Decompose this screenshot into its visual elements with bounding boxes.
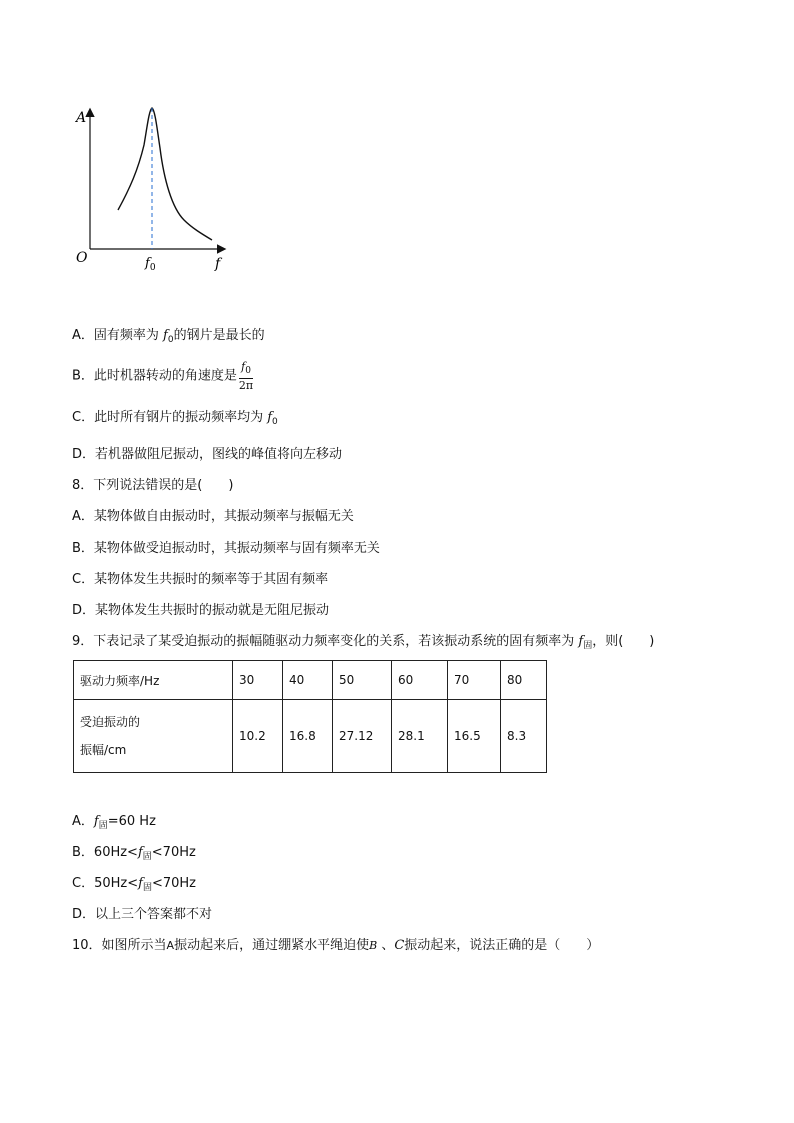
- table-header-amplitude: [74, 700, 233, 773]
- label-c: C: [394, 938, 405, 953]
- peak-frequency-label: $f_0$: [145, 256, 156, 273]
- separator: 、: [377, 938, 395, 953]
- q9-stem: [72, 633, 654, 655]
- q7-option-c: [72, 409, 278, 431]
- symbol-f: f: [93, 814, 99, 829]
- subscript: 0: [167, 335, 174, 345]
- q9-option-b-text: B．60Hz<: [72, 845, 138, 860]
- table-cell: 60: [392, 661, 448, 700]
- symbol-f: f: [163, 328, 168, 343]
- fraction-f0-over-2pi: [239, 360, 253, 392]
- label-b: B: [369, 939, 378, 952]
- q7-option-a-text-end: 的钢片是最长的: [173, 328, 265, 343]
- label-a: A: [166, 939, 175, 952]
- q8-option-a: A．某物体做自由振动时，其振动频率与振幅无关: [72, 509, 354, 524]
- q7-option-b-text: B．此时机器转动的角速度是: [72, 368, 237, 384]
- q7-option-b: [72, 360, 253, 393]
- q9-option-a: [72, 813, 156, 835]
- q10-stem-text-mid: 振动起来后，通过绷紧水平绳迫使: [174, 938, 370, 953]
- q9-data-table: [73, 660, 547, 773]
- amplitude-curve: [118, 108, 212, 240]
- q9-option-b-text-end: <70Hz: [151, 845, 196, 860]
- y-axis-label: A: [76, 110, 87, 126]
- table-cell: 28.1: [392, 700, 448, 773]
- q9-option-c-text: C．50Hz<: [72, 876, 139, 891]
- subscript: 固: [98, 821, 108, 831]
- subscript: 0: [272, 417, 278, 427]
- q8-stem: 8．下列说法错误的是( ): [72, 478, 234, 493]
- q9-option-a-text-end: =60 Hz: [107, 814, 156, 829]
- q9-stem-text: 9．下表记录了某受迫振动的振幅随驱动力频率变化的关系，若该振动系统的固有频率为: [72, 634, 579, 649]
- q9-option-c-text-end: <70Hz: [151, 876, 196, 891]
- table-cell: 50: [333, 661, 392, 700]
- table-row-frequency: [74, 661, 547, 700]
- q7-option-c-text: C．此时所有钢片的振动频率均为: [72, 410, 268, 425]
- q10-stem-text: 10．如图所示当: [72, 938, 167, 953]
- subscript: 固: [583, 641, 593, 651]
- table-header-frequency: 驱动力频率/Hz: [74, 661, 233, 700]
- table-cell: 16.5: [448, 700, 501, 773]
- q9-option-d: D．以上三个答案都不对: [72, 907, 213, 922]
- table-cell: 30: [233, 661, 283, 700]
- fraction-numerator-sub: 0: [245, 366, 251, 376]
- table-cell: 70: [448, 661, 501, 700]
- table-cell: 80: [501, 661, 547, 700]
- q8-option-b: B．某物体做受迫振动时，其振动频率与固有频率无关: [72, 541, 380, 556]
- q10-stem: [72, 937, 599, 955]
- table-cell: 40: [283, 661, 333, 700]
- header-line-1: 受迫振动的: [80, 715, 141, 729]
- fraction-denominator: 2π: [238, 379, 254, 392]
- table-cell: 16.8: [283, 700, 333, 773]
- q7-option-d: D．若机器做阻尼振动，图线的峰值将向左移动: [72, 447, 343, 462]
- resonance-curve-figure: [72, 100, 242, 275]
- fraction-numerator: f: [241, 360, 246, 373]
- symbol-f: f: [138, 876, 143, 891]
- q9-option-c: [72, 875, 196, 897]
- q8-option-c: C．某物体发生共振时的频率等于其固有频率: [72, 572, 329, 587]
- table-cell: 27.12: [333, 700, 392, 773]
- table-cell: 10.2: [233, 700, 283, 773]
- symbol-f: f: [267, 410, 273, 425]
- table-cell: 8.3: [501, 700, 547, 773]
- header-line-2: 振幅/cm: [80, 743, 127, 757]
- symbol-f: f: [137, 845, 143, 860]
- q10-stem-text-end: 振动起来，说法正确的是（ ）: [404, 938, 600, 953]
- symbol-f: f: [578, 634, 584, 649]
- table-row-amplitude: [74, 700, 547, 773]
- subscript: 固: [142, 883, 152, 893]
- q9-stem-text-end: ，则( ): [592, 634, 655, 649]
- q8-option-d: D．某物体发生共振时的振动就是无阻尼振动: [72, 603, 330, 618]
- q9-option-b: [72, 844, 196, 866]
- q7-option-a: [72, 327, 265, 349]
- x-axis-label: f: [215, 256, 221, 272]
- subscript: 固: [142, 852, 152, 862]
- origin-label: O: [76, 250, 88, 266]
- q7-option-a-text: A．固有频率为: [72, 328, 164, 343]
- q9-option-a-text: A．: [72, 814, 94, 829]
